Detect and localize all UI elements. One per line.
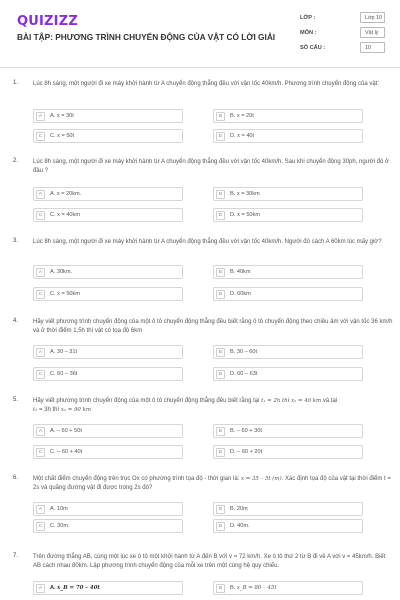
- question-number: 3.: [13, 238, 19, 244]
- option-prefix: A.: [50, 585, 56, 591]
- option-key: A: [36, 268, 45, 277]
- option-key: B: [216, 348, 225, 357]
- option-label: B. 30 – 60t: [230, 349, 258, 355]
- option-key: A: [36, 348, 45, 357]
- option-d[interactable]: [213, 367, 363, 381]
- option-label: A. – 60 + 50t: [50, 428, 82, 434]
- option-b[interactable]: [213, 424, 363, 438]
- question-text-part: = 3h thì: [39, 407, 60, 414]
- option-a[interactable]: [33, 502, 183, 516]
- option-a[interactable]: [33, 345, 183, 359]
- class-value: Lớp 10: [360, 12, 385, 23]
- question-text-part: và tại: [322, 398, 338, 404]
- option-label: A. 30 – 31t: [50, 349, 78, 355]
- option-key: D: [216, 132, 225, 141]
- option-key: C: [36, 370, 45, 379]
- option-key: A: [36, 427, 45, 436]
- math-expression: t₂: [33, 407, 38, 414]
- option-a[interactable]: [33, 581, 183, 595]
- option-label: B. x = 30km: [230, 191, 260, 197]
- question-number: 1.: [13, 80, 19, 86]
- option-label: D. 60km: [230, 291, 251, 297]
- option-label: C. x = 50t: [50, 133, 75, 139]
- quizizz-logo: QUIZIZZ: [17, 14, 78, 29]
- question-text-part: Hãy viết phương trình chuyển động của một ô tô chuyển động thẳng đều biết rằng tại: [33, 398, 260, 404]
- math-expression: x_B = 80 – 45t: [236, 585, 277, 591]
- option-key: B: [216, 505, 225, 514]
- option-d[interactable]: [213, 129, 363, 143]
- question-count-label: SỐ CÂU :: [300, 45, 326, 51]
- question-number: 5.: [13, 397, 19, 403]
- option-key: C: [36, 211, 45, 220]
- question-count-value: 10: [360, 42, 385, 53]
- question-text: [33, 397, 393, 415]
- option-label: [50, 582, 100, 595]
- question-number: 2.: [13, 158, 19, 164]
- question-text: [33, 475, 393, 493]
- question-text: Lúc 8h sáng, một người đi xe máy khởi hành từ A chuyển động thẳng đều với vận tốc 40km/h. Phương trình chuyển động của vật:: [33, 81, 379, 87]
- option-label: B. 40km: [230, 269, 251, 275]
- option-a[interactable]: [33, 187, 183, 201]
- option-label: C. x = 40km: [50, 212, 80, 218]
- option-label: A. x = 20km.: [50, 191, 82, 197]
- question-text: Lúc 8h sáng, một người đi xe máy khởi hành từ A chuyển động thẳng đều với vận tốc 40km/h. Sau khi chuyển động 30ph, người đó ở đâu ?: [33, 159, 389, 175]
- option-key: B: [216, 268, 225, 277]
- option-c[interactable]: [33, 445, 183, 459]
- option-label: A. 10m: [50, 506, 68, 512]
- option-d[interactable]: [213, 445, 363, 459]
- option-b[interactable]: [213, 581, 363, 595]
- option-prefix: B.: [230, 585, 236, 591]
- math-expression: x_B = 70 – 40t: [57, 585, 100, 591]
- option-key: D: [216, 290, 225, 299]
- option-c[interactable]: [33, 367, 183, 381]
- option-label: C. x = 50km: [50, 291, 80, 297]
- option-label: [230, 582, 277, 595]
- option-b[interactable]: [213, 345, 363, 359]
- option-b[interactable]: [213, 502, 363, 516]
- option-c[interactable]: [33, 519, 183, 533]
- question-text-part: Xác định tọa độ của vật tại thời điểm t = 2s và quãng đường vật đi được trong 2s đó?: [33, 476, 391, 492]
- option-key: C: [36, 522, 45, 531]
- option-label: C. 60 – 36t: [50, 371, 78, 377]
- option-label: D. 40m.: [230, 523, 250, 529]
- math-expression: x = 35 – 5t (m).: [241, 476, 284, 482]
- option-key: D: [216, 211, 225, 220]
- option-label: C. 30m.: [50, 523, 70, 529]
- option-a[interactable]: [33, 424, 183, 438]
- option-a[interactable]: [33, 265, 183, 279]
- option-key: B: [216, 427, 225, 436]
- option-label: D. – 60 + 20t: [230, 449, 263, 455]
- option-label: C. – 60 + 40t: [50, 449, 83, 455]
- option-c[interactable]: [33, 129, 183, 143]
- option-a[interactable]: [33, 109, 183, 123]
- subject-value: Vật lý: [360, 27, 385, 38]
- option-key: D: [216, 448, 225, 457]
- option-key: C: [36, 132, 45, 141]
- option-key: A: [36, 584, 45, 593]
- option-c[interactable]: [33, 208, 183, 222]
- math-expression: x₂ = 90 km: [60, 407, 91, 414]
- question-number: 7.: [13, 553, 19, 559]
- option-label: B. 20m: [230, 506, 248, 512]
- option-key: B: [216, 584, 225, 593]
- option-key: A: [36, 190, 45, 199]
- question-number: 6.: [13, 475, 19, 481]
- option-label: D. x = 40t: [230, 133, 255, 139]
- question-text-part: Một chất điểm chuyển động trên trục Ox có phương trình tọa độ - thời gian là:: [33, 476, 240, 482]
- option-d[interactable]: [213, 208, 363, 222]
- option-key: C: [36, 448, 45, 457]
- option-label: D. x = 50km: [230, 212, 260, 218]
- question-text: Lúc 8h sáng, một người đi xe máy khởi hành từ A chuyển động thẳng đều với vận tốc 40km/h. Người đó cách A 60km lúc mấy giờ?: [33, 239, 382, 245]
- question-text: Trên đường thẳng AB, cùng một lúc xe ô tô một khởi hành từ A đến B với v = 72 km/h. Xe ô tô thứ 2 từ B đi về A với v = 45km/h. Biết AB cách nhau 80km. Lập phương trình chuyển động của mỗi xe trên một cùng hệ quy chiếu.: [33, 554, 386, 570]
- option-key: D: [216, 522, 225, 531]
- option-label: B. x = 20t: [230, 113, 254, 119]
- question-text: Hãy viết phương trình chuyển động của một ô tô chuyển động thẳng đều biết rằng ô tô chuyển động theo chiều âm với vận tốc 36 km/h và ở thời điểm 1,5h thì vật có tọa độ 6km: [33, 319, 393, 335]
- header-divider: [0, 67, 400, 68]
- option-key: A: [36, 112, 45, 121]
- option-key: B: [216, 190, 225, 199]
- option-b[interactable]: [213, 109, 363, 123]
- option-c[interactable]: [33, 287, 183, 301]
- subject-label: MÔN :: [300, 30, 317, 36]
- option-label: A. 30km.: [50, 269, 73, 275]
- class-label: LỚP :: [300, 15, 316, 21]
- option-d[interactable]: [213, 519, 363, 533]
- option-label: B. – 60 + 30t: [230, 428, 262, 434]
- option-key: D: [216, 370, 225, 379]
- option-label: D. 60 – 63t: [230, 371, 258, 377]
- option-key: A: [36, 505, 45, 514]
- question-number: 4.: [13, 318, 19, 324]
- worksheet-title: BÀI TẬP: PHƯƠNG TRÌNH CHUYỂN ĐỘNG CỦA VẬT CÓ LỜI GIẢI: [17, 32, 276, 42]
- option-b[interactable]: [213, 265, 363, 279]
- math-expression: t₁ = 2h thì x₁ = 40 km: [261, 398, 322, 404]
- worksheet-header: [0, 0, 400, 62]
- option-b[interactable]: [213, 187, 363, 201]
- option-key: C: [36, 290, 45, 299]
- option-label: A. x = 30t: [50, 113, 74, 119]
- option-d[interactable]: [213, 287, 363, 301]
- option-key: B: [216, 112, 225, 121]
